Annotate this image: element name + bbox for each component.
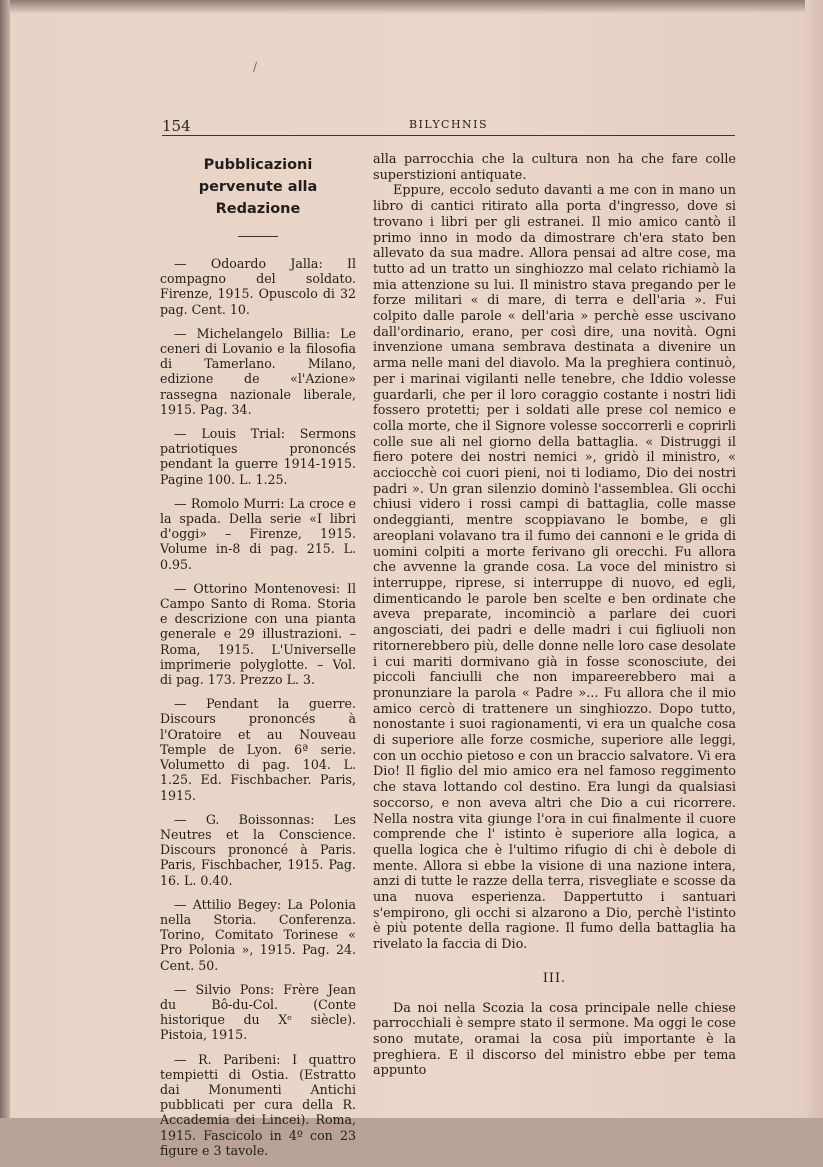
publication-entry: — R. Paribeni: I quattro tempietti di Ostia. (Estratto dai Monumenti Antichi pubblicati per cura della R. Accademia dei Lincei). Roma, 1915. Fascicolo in 4º con 23 figure e 3 tavole. [160,1051,356,1158]
publication-entry: — Michelangelo Billia: Le ceneri di Lovanio e la filosofia di Tamerlano. Milano, edizione de «l'Azione» rassegna nazionale liberale, 1915. Pag. 34. [160,325,356,417]
running-head [162,117,735,135]
right-column [373,152,736,1079]
journal-title: BILYCHNIS [408,118,489,131]
title-divider [238,236,278,237]
publication-entry: — Ottorino Montenovesi: Il Campo Santo di Roma. Storia e descrizione con una pianta generale e 29 illustrazioni. – Roma, 1915. L'Universelle imprimerie polyglotte. – Vol. di pag. 173. Prezzo L. 3. [160,580,356,688]
body-paragraph: alla parrocchia che la cultura non ha che fare colle superstizioni antiquate. [373,152,736,183]
body-paragraph: Da noi nella Scozia la cosa principale nelle chiese parrocchiali è sempre stato il sermone. Ma oggi le cose sono mutate, oramai la cosa più importante è la preghiera. E il discorso del ministro ebbe per tema appunto [373,1000,736,1079]
section-numeral: III. [542,970,567,986]
page-top-edge [0,0,823,14]
body-paragraph: Eppure, eccolo seduto davanti a me con in mano un libro di cantici ritirato alla porta d'ingresso, dove si trovano i libri per gli estranei. Il mio amico cantò il primo inno in modo da dimostrare ch'era stato ben allevato da sua madre. Allora pensai ad altre cose, ma tutto ad un tratto un singhiozzo mal celato richiamò la mia attenzione su lui. Il ministro stava pregando per le forze militari « di mare, di terra e dell'aria ». Fui colpito dalle parole « dell'aria » perchè esse uscivano dall'ordinario, erano, per così dire, una novità. Ogni invenzione umana sembrava destinata a divenire un arma nelle mani del diavolo. Ma la preghiera continuò, per i marinai vigilanti nelle tenebre, che Iddio volesse guardarli, che per il loro coraggio costante i nostri lidi fossero protetti; per i soldati alle prese col nemico e colla morte, che il Signore volesse soccorrerli e coprirli colle sue ali nel giorno della battaglia. « Distruggi il fiero potere dei nostri nemici », gridò il ministro, « acciocchè coi cuori pieni, noi ti lodiamo, Dio dei nostri padri ». Un gran silenzio dominò l'assemblea. Gli occhi chiusi videro i rossi campi di battaglia, colle masse ondeggianti, mentre scoppiavano le bombe, e gli areoplani volavano tra il fumo dei cannoni e le grida di uomini colpiti a morte ferivano gli orecchi. Fu allora che avvenne la grande cosa. La voce del ministro si interruppe, riprese, si interruppe di nuovo, ed egli, dimenticando le parole ben scelte e ben ordinate che aveva preparate, incominciò a parlare dei cuori angosciati, dei padri e delle madri i cui figliuoli non ritornerebbero più, delle donne nelle loro case desolate i cui mariti dormivano già in fosse sconosciute, dei piccoli fanciulli che non impareerebbero mai a pronunziare la parola « Padre »... Fu allora che il mio amico cercò di trattenere un singhiozzo. Dopo tutto, nonostante i suoi ragionamenti, vi era un qualche cosa di superiore alle forze cosmiche, superiore alle leggi, con un occhio pietoso e con un braccio salvatore. Vi era Dio! Il figlio del mio amico era nel famoso reggimento che stava lottando col destino. Era lungi da qualsiasi soccorso, e non aveva altri che Dio a cui ricorrere. Nella nostra vita giunge l'ora in cui finalmente il cuore comprende che l' istinto è superiore alla logica, a quella logica che è l'ultimo rifugio di chi è debole di mente. Allora si ebbe la visione di una nazione intera, anzi di tutte le razze della terra, risvegliate e scosse da una nuova esperienza. Dappertutto i santuari s'empirono, gli occhi si alzarono a Dio, perchè l'istinto è più potente della ragione. Il fumo della battaglia ha rivelato la faccia di Dio. [373,183,736,953]
publications-title-line2: pervenute alla Redazione [198,179,318,217]
stray-pen-mark: / [253,60,258,74]
publication-entry: — Louis Trial: Sermons patriotiques prononcés pendant la guerre 1914-1915. Pagine 100. L. 1.25. [160,426,356,487]
publications-title-line1: Pubblicazioni [203,157,313,173]
left-column [160,152,356,1167]
publication-entry: — Attilio Begey: La Polonia nella Storia. Conferenza. Torino, Comitato Torinese « Pro Polonia », 1915. Pag. 24. Cent. 50. [160,896,356,973]
publication-entry: — Romolo Murri: La croce e la spada. Della serie «I libri d'oggi» – Firenze, 1915. Volume in-8 di pag. 215. L. 0.95. [160,495,356,572]
header-rule [162,135,735,136]
publication-entry: — Odoardo Jalla: Il compagno del soldato. Firenze, 1915. Opuscolo di 32 pag. Cent. 10. [160,256,356,317]
page-number: 154 [162,117,191,135]
publication-entry: — G. Boissonnas: Les Neutres et la Conscience. Discours prononcé à Paris. Paris, Fischbacher, 1915. Pag. 16. L. 0.40. [160,811,356,888]
publication-entry: — Silvio Pons: Frère Jean du Bô-du-Col. (Conte historique du Xᵉ siècle). Pistoia, 1915. [160,981,356,1043]
page-right-edge [805,0,823,1118]
binding-edge [0,0,10,1118]
publication-entry: — Pendant la guerre. Discours prononcés à l'Oratoire et au Nouveau Temple de Lyon. 6ª serie. Volumetto di pag. 104. L. 1.25. Ed. Fischbacher. Paris, 1915. [160,696,356,803]
publications-title [160,154,356,220]
